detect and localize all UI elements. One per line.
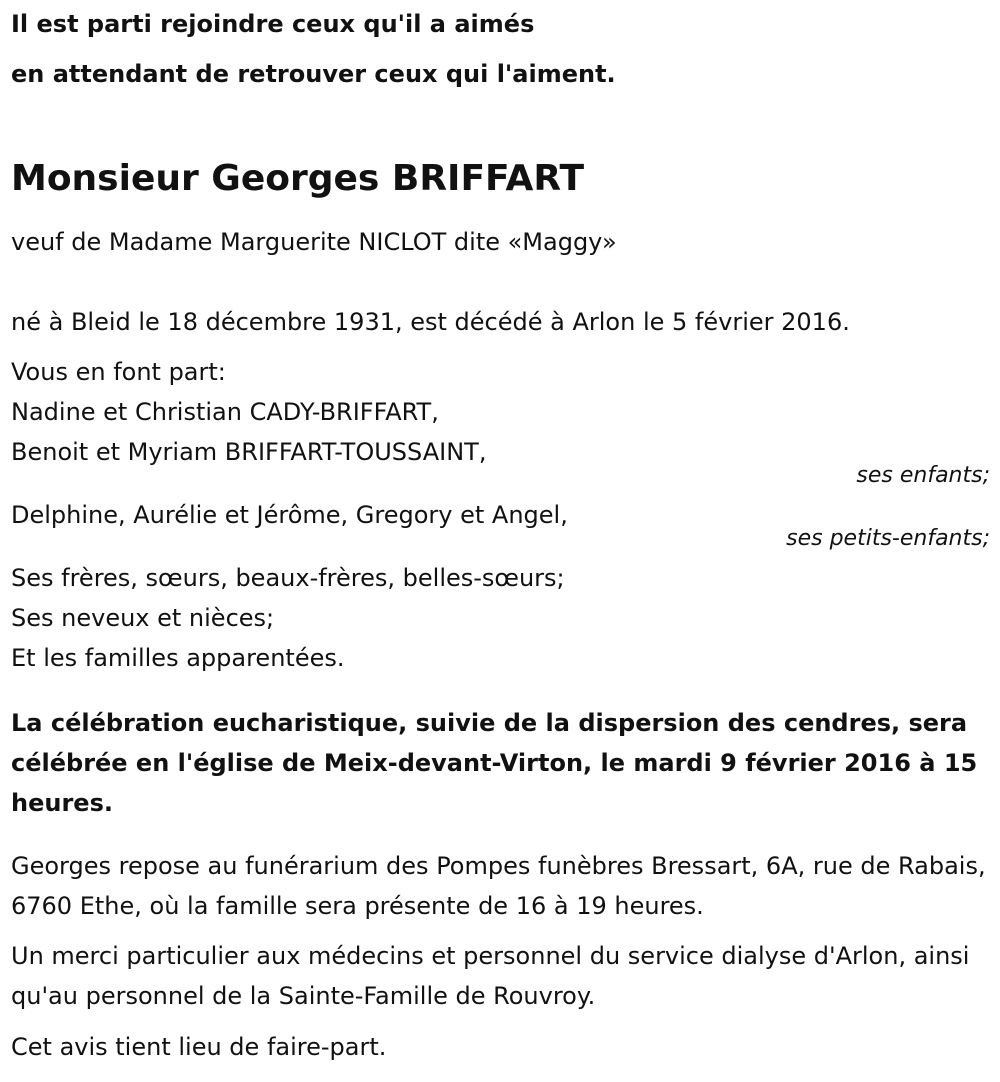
thanks-paragraph: Un merci particulier aux médecins et personnel du service dialyse d'Arlon, ainsi qu'au personnel de la Sainte-Famille de Rouvroy.	[11, 942, 970, 1010]
widower-text: veuf de Madame Marguerite NICLOT dite «Maggy»	[11, 228, 617, 256]
ceremony-paragraph: La célébration eucharistique, suivie de la dispersion des cendres, sera célébrée en l'église de Meix-devant-Virton, le mardi 9 février 2016 à 15 heures.	[11, 709, 978, 817]
intro-line-1: Il est parti rejoindre ceux qu'il a aimés	[11, 10, 535, 38]
other-family-line: Ses neveux et nièces;	[11, 604, 275, 632]
children-label: ses enfants;	[856, 463, 990, 488]
closing-paragraph: Cet avis tient lieu de faire-part.	[11, 1033, 387, 1061]
other-family-line: Et les familles apparentées.	[11, 644, 345, 672]
intro-line-2: en attendant de retrouver ceux qui l'aiment.	[11, 60, 616, 88]
child-line: Nadine et Christian CADY-BRIFFART,	[11, 398, 439, 426]
deceased-name: Monsieur Georges BRIFFART	[11, 158, 585, 200]
birth-death-text: né à Bleid le 18 décembre 1931, est décédé à Arlon le 5 février 2016.	[11, 308, 850, 336]
child-line: Benoit et Myriam BRIFFART-TOUSSAINT,	[11, 438, 487, 466]
other-family-line: Ses frères, sœurs, beaux-frères, belles-sœurs;	[11, 564, 565, 592]
grandchildren-label: ses petits-enfants;	[786, 526, 990, 551]
family-announcement: Vous en font part:	[11, 358, 226, 386]
grandchildren-line: Delphine, Aurélie et Jérôme, Gregory et Angel,	[11, 501, 568, 529]
funeral-home-paragraph: Georges repose au funérarium des Pompes funèbres Bressart, 6A, rue de Rabais, 6760 Ethe, où la famille sera présente de 16 à 19 heures.	[11, 852, 986, 920]
